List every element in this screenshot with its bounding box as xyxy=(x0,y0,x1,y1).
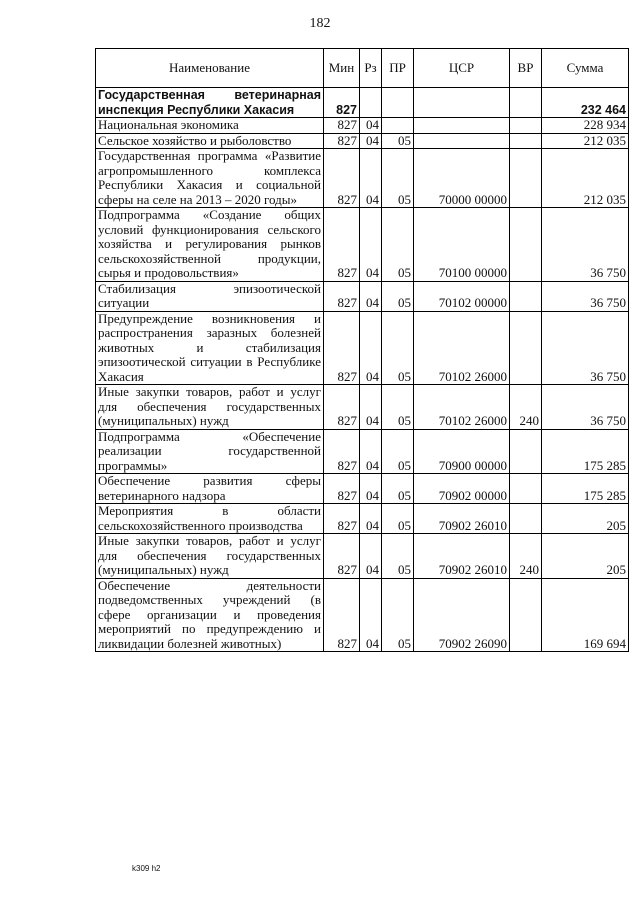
row-name: Подпрограмма «Обеспечение реализации государственной программы» xyxy=(96,429,324,474)
row-sum: 169 694 xyxy=(542,578,629,652)
row-pr: 05 xyxy=(382,429,414,474)
row-min: 827 xyxy=(324,88,360,118)
row-csr: 70902 26090 xyxy=(414,578,510,652)
row-vr xyxy=(510,88,542,118)
row-name: Обеспечение деятельности подведомственных учреждений (в сфере организации и проведения мероприятий по предупреждению и ликвидации болезней животных) xyxy=(96,578,324,652)
row-rz: 04 xyxy=(360,281,382,311)
row-pr: 05 xyxy=(382,149,414,208)
row-vr xyxy=(510,149,542,208)
budget-table xyxy=(95,48,629,652)
header-min: Мин xyxy=(324,49,360,88)
row-sum: 205 xyxy=(542,504,629,534)
row-pr: 05 xyxy=(382,385,414,430)
row-name: Иные закупки товаров, работ и услуг для обеспечения государственных (муниципальных) нужд xyxy=(96,385,324,430)
table-row xyxy=(96,149,629,208)
row-vr xyxy=(510,578,542,652)
row-rz: 04 xyxy=(360,133,382,149)
header-sum: Сумма xyxy=(542,49,629,88)
row-csr xyxy=(414,88,510,118)
row-sum: 36 750 xyxy=(542,208,629,282)
table-row xyxy=(96,133,629,149)
row-rz: 04 xyxy=(360,534,382,579)
row-pr: 05 xyxy=(382,504,414,534)
row-pr: 05 xyxy=(382,474,414,504)
row-pr: 05 xyxy=(382,133,414,149)
row-pr xyxy=(382,118,414,134)
page-number: 182 xyxy=(309,16,331,31)
footer-code: k309 h2 xyxy=(132,864,161,873)
row-name: Сельское хозяйство и рыболовство xyxy=(96,133,324,149)
table-row xyxy=(96,504,629,534)
row-sum: 175 285 xyxy=(542,429,629,474)
row-sum: 212 035 xyxy=(542,133,629,149)
row-min: 827 xyxy=(324,385,360,430)
row-sum: 232 464 xyxy=(542,88,629,118)
row-rz: 04 xyxy=(360,385,382,430)
row-csr: 70100 00000 xyxy=(414,208,510,282)
row-pr: 05 xyxy=(382,534,414,579)
row-rz: 04 xyxy=(360,149,382,208)
row-rz: 04 xyxy=(360,118,382,134)
row-csr: 70102 00000 xyxy=(414,281,510,311)
row-vr xyxy=(510,311,542,385)
table-row xyxy=(96,534,629,579)
row-min: 827 xyxy=(324,311,360,385)
row-rz: 04 xyxy=(360,311,382,385)
table-row xyxy=(96,118,629,134)
table-row xyxy=(96,311,629,385)
table-row xyxy=(96,474,629,504)
row-pr xyxy=(382,88,414,118)
row-min: 827 xyxy=(324,578,360,652)
row-csr: 70000 00000 xyxy=(414,149,510,208)
row-name: Подпрограмма «Создание общих условий функционирования сельского хозяйства и регулирования рынков сельскохозяйственной продукции, сырья и продовольствия» xyxy=(96,208,324,282)
header-pr: ПР xyxy=(382,49,414,88)
row-name: Национальная экономика xyxy=(96,118,324,134)
row-rz xyxy=(360,88,382,118)
row-csr: 70902 00000 xyxy=(414,474,510,504)
row-name: Мероприятия в области сельскохозяйственного производства xyxy=(96,504,324,534)
row-csr xyxy=(414,133,510,149)
row-sum: 228 934 xyxy=(542,118,629,134)
table-row xyxy=(96,88,629,118)
row-min: 827 xyxy=(324,149,360,208)
row-name: Обеспечение развития сферы ветеринарного надзора xyxy=(96,474,324,504)
table-row xyxy=(96,281,629,311)
row-csr: 70102 26000 xyxy=(414,311,510,385)
row-vr xyxy=(510,118,542,134)
row-csr: 70102 26000 xyxy=(414,385,510,430)
row-vr xyxy=(510,133,542,149)
table-row xyxy=(96,429,629,474)
header-name: Наименование xyxy=(96,49,324,88)
row-vr: 240 xyxy=(510,385,542,430)
row-name: Государственная ветеринарная инспекция Республики Хакасия xyxy=(96,88,324,118)
row-min: 827 xyxy=(324,474,360,504)
row-sum: 175 285 xyxy=(542,474,629,504)
table-row xyxy=(96,578,629,652)
row-rz: 04 xyxy=(360,474,382,504)
table-row xyxy=(96,385,629,430)
row-csr: 70902 26010 xyxy=(414,504,510,534)
row-vr xyxy=(510,208,542,282)
row-pr: 05 xyxy=(382,208,414,282)
row-sum: 205 xyxy=(542,534,629,579)
row-vr xyxy=(510,429,542,474)
row-min: 827 xyxy=(324,281,360,311)
row-min: 827 xyxy=(324,429,360,474)
row-name: Государственная программа «Развитие агропромышленного комплекса Республики Хакасия и социальной сферы на селе на 2013 – 2020 годы» xyxy=(96,149,324,208)
row-min: 827 xyxy=(324,534,360,579)
row-csr: 70900 00000 xyxy=(414,429,510,474)
row-sum: 36 750 xyxy=(542,281,629,311)
row-vr xyxy=(510,474,542,504)
table-row xyxy=(96,208,629,282)
row-min: 827 xyxy=(324,208,360,282)
row-rz: 04 xyxy=(360,504,382,534)
row-name: Иные закупки товаров, работ и услуг для обеспечения государственных (муниципальных) нужд xyxy=(96,534,324,579)
row-rz: 04 xyxy=(360,208,382,282)
row-vr xyxy=(510,504,542,534)
row-sum: 212 035 xyxy=(542,149,629,208)
header-csr: ЦСР xyxy=(414,49,510,88)
row-sum: 36 750 xyxy=(542,385,629,430)
header-row xyxy=(96,49,629,88)
row-min: 827 xyxy=(324,133,360,149)
row-rz: 04 xyxy=(360,429,382,474)
row-pr: 05 xyxy=(382,311,414,385)
row-name: Стабилизация эпизоотической ситуации xyxy=(96,281,324,311)
row-pr: 05 xyxy=(382,281,414,311)
header-vr: ВР xyxy=(510,49,542,88)
row-csr: 70902 26010 xyxy=(414,534,510,579)
row-pr: 05 xyxy=(382,578,414,652)
row-min: 827 xyxy=(324,118,360,134)
row-min: 827 xyxy=(324,504,360,534)
row-name: Предупреждение возникновения и распространения заразных болезней животных и стабилизация эпизоотической ситуации в Республике Хакасия xyxy=(96,311,324,385)
row-rz: 04 xyxy=(360,578,382,652)
row-csr xyxy=(414,118,510,134)
header-rz: Рз xyxy=(360,49,382,88)
row-sum: 36 750 xyxy=(542,311,629,385)
row-vr xyxy=(510,281,542,311)
row-vr: 240 xyxy=(510,534,542,579)
